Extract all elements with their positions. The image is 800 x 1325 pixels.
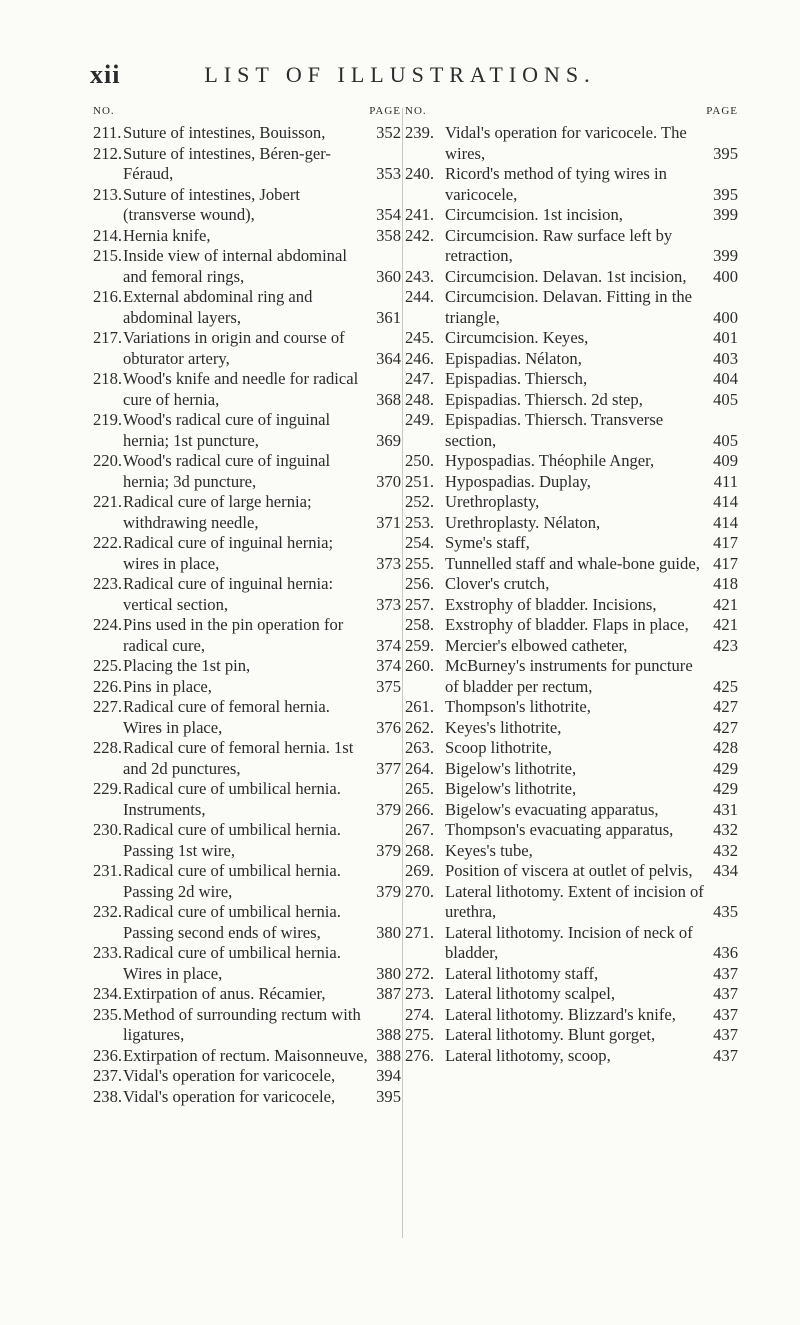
- illustration-entry: [93, 533, 401, 574]
- entry-number: 235.: [93, 1004, 123, 1024]
- illustration-entry: [405, 164, 738, 205]
- entry-title: Keyes's lithotrite,: [445, 717, 562, 737]
- illustration-entry: [405, 451, 738, 472]
- entry-page: 434: [713, 861, 738, 880]
- entry-number: 218.: [93, 369, 123, 388]
- illustration-entry: [405, 390, 738, 411]
- entry-page: 377: [376, 758, 401, 778]
- illustration-entry: [405, 759, 738, 780]
- entry-page: 369: [376, 430, 401, 450]
- entry-title: Vidal's operation for varicocele. The wires,: [445, 123, 687, 163]
- illustration-entry: [93, 902, 401, 943]
- entry-number: 226.: [93, 676, 123, 696]
- entry-page: 401: [713, 328, 738, 347]
- entry-number: 222.: [93, 533, 123, 552]
- entry-page: 411: [713, 471, 738, 491]
- entry-number: 243.: [405, 266, 435, 286]
- entry-title: Wood's radical cure of inguinal hernia; 3d puncture,: [123, 451, 331, 491]
- entry-number: 275.: [405, 1025, 435, 1044]
- illustration-entry: [93, 615, 401, 656]
- right-column-header: [405, 105, 738, 123]
- entry-title: Lateral lithotomy scalpel,: [445, 984, 616, 1003]
- entry-title: Radical cure of inguinal hernia: vertical section,: [123, 574, 334, 614]
- entry-number: 244.: [405, 287, 435, 306]
- entry-title: External abdominal ring and abdominal layers,: [123, 287, 313, 327]
- entry-number: 212.: [93, 143, 123, 163]
- entry-page: 360: [376, 266, 401, 286]
- entry-page: 376: [376, 717, 401, 737]
- entry-title: Exstrophy of bladder. Flaps in place,: [445, 615, 689, 634]
- entry-number: 214.: [93, 225, 123, 245]
- entry-title: Lateral lithotomy. Blizzard's knife,: [445, 1004, 676, 1024]
- entry-page: 425: [713, 676, 738, 696]
- entry-title: Hernia knife,: [123, 225, 211, 245]
- entry-number: 219.: [93, 410, 123, 429]
- entry-page: 368: [376, 389, 401, 409]
- entry-title: Hypospadias. Théophile Anger,: [445, 451, 655, 470]
- illustration-entry: [405, 1046, 738, 1067]
- entry-page: 421: [713, 594, 738, 614]
- entry-page: 374: [376, 656, 401, 675]
- entry-number: 272.: [405, 963, 435, 983]
- entry-page: 400: [713, 266, 738, 286]
- entry-title: Keyes's tube,: [445, 840, 533, 860]
- entry-page: 414: [713, 492, 738, 511]
- entry-number: 268.: [405, 840, 435, 860]
- entry-number: 255.: [405, 553, 435, 573]
- entry-title: Epispadias. Thiersch,: [445, 369, 588, 388]
- entry-title: Radical cure of large hernia; withdrawing needle,: [123, 492, 312, 532]
- entry-title: Lateral lithotomy, scoop,: [445, 1045, 611, 1065]
- entry-title: Circumcision. Keyes,: [445, 328, 589, 347]
- illustration-entry: [93, 246, 401, 287]
- illustration-entry: [93, 697, 401, 738]
- illustration-entry: [405, 656, 738, 697]
- entry-page: 437: [713, 984, 738, 1003]
- entry-page: 427: [713, 717, 738, 737]
- entry-title: Wood's knife and needle for radical cure of hernia,: [123, 369, 359, 409]
- entry-number: 240.: [405, 164, 435, 183]
- entry-number: 256.: [405, 574, 435, 593]
- entry-title: Circumcision. Delavan. 1st incision,: [445, 266, 687, 286]
- entry-title: Epispadias. Thiersch. 2d step,: [445, 389, 643, 409]
- entry-page: 374: [376, 635, 401, 655]
- entry-page: 373: [376, 594, 401, 614]
- entry-number: 263.: [405, 738, 435, 757]
- illustration-entry: [93, 1066, 401, 1087]
- entry-number: 217.: [93, 328, 123, 347]
- entry-title: Thompson's lithotrite,: [445, 697, 591, 716]
- entry-page: 370: [376, 471, 401, 491]
- entry-number: 232.: [93, 902, 123, 921]
- entry-number: 236.: [93, 1045, 123, 1065]
- entry-page: 394: [376, 1066, 401, 1085]
- entry-page: 399: [713, 246, 738, 265]
- illustration-entry: [93, 1005, 401, 1046]
- entry-title: Radical cure of femoral hernia. Wires in place,: [123, 697, 330, 737]
- entry-title: Exstrophy of bladder. Incisions,: [445, 594, 657, 614]
- illustration-entry: [405, 718, 738, 739]
- illustration-entry: [405, 779, 738, 800]
- entry-number: 213.: [93, 184, 123, 204]
- entry-number: 251.: [405, 471, 435, 491]
- running-title: LIST OF ILLUSTRATIONS.: [204, 62, 596, 87]
- entry-number: 224.: [93, 615, 123, 634]
- entry-number: 274.: [405, 1004, 435, 1024]
- entry-number: 228.: [93, 738, 123, 757]
- entry-number: 261.: [405, 697, 435, 716]
- illustration-entry: [405, 800, 738, 821]
- entry-title: Lateral lithotomy. Incision of neck of bladder,: [445, 922, 693, 962]
- entry-page: 353: [376, 164, 401, 183]
- left-column: [93, 105, 401, 1107]
- entry-number: 227.: [93, 697, 123, 716]
- entry-page: 405: [713, 430, 738, 450]
- entry-number: 247.: [405, 369, 435, 388]
- entry-title: Radical cure of umbilical hernia. Passing 1st wire,: [123, 820, 341, 860]
- illustration-entry: [93, 328, 401, 369]
- entry-page: 403: [713, 348, 738, 368]
- illustration-entry: [93, 943, 401, 984]
- illustration-entry: [405, 595, 738, 616]
- illustration-entry: [93, 123, 401, 144]
- entry-number: 211.: [93, 123, 122, 142]
- illustration-entry: [405, 882, 738, 923]
- entry-number: 216.: [93, 287, 123, 306]
- entry-title: Urethroplasty,: [445, 492, 540, 511]
- entry-title: Inside view of internal abdominal and femoral rings,: [123, 246, 347, 286]
- entry-page: 388: [376, 1025, 401, 1044]
- illustration-entry: [93, 492, 401, 533]
- left-column-header: [93, 105, 401, 123]
- entry-page: 375: [376, 676, 401, 696]
- entry-page: 429: [713, 779, 738, 798]
- entry-title: Syme's staff,: [445, 533, 530, 552]
- entry-page: 432: [713, 820, 738, 839]
- illustration-entry: [405, 554, 738, 575]
- illustration-entry: [405, 574, 738, 595]
- illustration-entry: [405, 1005, 738, 1026]
- illustration-entry: [405, 984, 738, 1005]
- entry-page: 400: [713, 307, 738, 327]
- entry-page: 437: [713, 963, 738, 983]
- page-label: PAGE: [706, 105, 738, 117]
- entry-page: 437: [713, 1025, 738, 1044]
- illustration-entry: [93, 574, 401, 615]
- entry-title: Variations in origin and course of obturator artery,: [123, 328, 345, 368]
- entry-title: Vidal's operation for varicocele,: [123, 1086, 336, 1106]
- illustration-entry: [405, 697, 738, 718]
- illustration-entry: [93, 451, 401, 492]
- entry-page: 379: [376, 799, 401, 819]
- entry-title: Suture of intestines, Bouisson,: [123, 123, 326, 142]
- entry-number: 220.: [93, 451, 123, 470]
- entry-title: Epispadias. Nélaton,: [445, 348, 582, 368]
- entry-page: 421: [713, 615, 738, 634]
- entry-title: Radical cure of umbilical hernia. Passing 2d wire,: [123, 861, 341, 901]
- entry-page: 432: [713, 840, 738, 860]
- entry-title: Circumcision. Raw surface left by retraction,: [445, 225, 673, 265]
- entry-number: 229.: [93, 779, 123, 798]
- illustration-entry: [93, 779, 401, 820]
- illustration-entry: [405, 472, 738, 493]
- entry-title: McBurney's instruments for puncture of bladder per rectum,: [445, 656, 693, 696]
- entry-title: Circumcision. 1st incision,: [445, 205, 623, 224]
- entry-title: Circumcision. Delavan. Fitting in the triangle,: [445, 287, 693, 327]
- entry-title: Radical cure of umbilical hernia. Instruments,: [123, 779, 341, 819]
- entry-title: Pins in place,: [123, 676, 212, 696]
- entry-number: 258.: [405, 615, 435, 634]
- entry-page: 361: [376, 307, 401, 327]
- illustration-entry: [405, 738, 738, 759]
- illustration-entry: [405, 205, 738, 226]
- entry-page: 380: [376, 963, 401, 983]
- entry-number: 215.: [93, 246, 123, 265]
- entry-title: Radical cure of inguinal hernia; wires in place,: [123, 533, 334, 573]
- entry-page: 395: [376, 1086, 401, 1106]
- illustration-entry: [93, 226, 401, 247]
- column-divider: [402, 108, 403, 1238]
- entry-number: 253.: [405, 512, 435, 532]
- entry-number: 267.: [405, 820, 435, 839]
- entry-page: 435: [713, 902, 738, 921]
- illustration-entry: [405, 369, 738, 390]
- entry-title: Bigelow's evacuating apparatus,: [445, 799, 659, 819]
- illustration-entry: [405, 636, 738, 657]
- illustration-entry: [405, 861, 738, 882]
- entry-title: Lateral lithotomy. Blunt gorget,: [445, 1025, 656, 1044]
- entry-title: Vidal's operation for varicocele,: [123, 1066, 336, 1085]
- entry-title: Bigelow's lithotrite,: [445, 758, 577, 778]
- entry-number: 248.: [405, 389, 435, 409]
- entry-number: 269.: [405, 861, 435, 880]
- entry-number: 238.: [93, 1086, 123, 1106]
- entry-title: Ricord's method of tying wires in varicocele,: [445, 164, 667, 204]
- entry-number: 270.: [405, 881, 435, 901]
- illustration-entry: [93, 677, 401, 698]
- entry-title: Epispadias. Thiersch. Transverse section,: [445, 410, 664, 450]
- entry-page: 352: [376, 123, 401, 142]
- entry-page: 358: [376, 225, 401, 245]
- illustration-entry: [405, 328, 738, 349]
- entry-title: Radical cure of umbilical hernia. Wires in place,: [123, 943, 341, 983]
- entry-title: Extirpation of rectum. Maisonneuve,: [123, 1045, 368, 1065]
- entry-number: 231.: [93, 861, 123, 880]
- illustration-entry: [93, 144, 401, 185]
- entry-title: Lateral lithotomy. Extent of incision of urethra,: [445, 881, 704, 921]
- entry-page: 354: [376, 205, 401, 224]
- entry-number: 234.: [93, 984, 123, 1003]
- entry-page: 409: [713, 451, 738, 470]
- entry-number: 257.: [405, 594, 435, 614]
- entry-title: Method of surrounding rectum with ligatures,: [123, 1004, 361, 1044]
- no-label: NO.: [93, 105, 115, 117]
- illustration-entry: [93, 656, 401, 677]
- no-label: NO.: [405, 105, 427, 117]
- illustration-entry: [93, 287, 401, 328]
- entry-page: 395: [713, 143, 738, 163]
- right-column: [405, 105, 738, 1066]
- entry-number: 250.: [405, 451, 435, 470]
- illustration-entry: [405, 615, 738, 636]
- entry-page: 399: [713, 205, 738, 224]
- entry-title: Thompson's evacuating apparatus,: [445, 820, 674, 839]
- entry-page: 427: [713, 697, 738, 716]
- illustration-entry: [93, 1046, 401, 1067]
- entry-number: 266.: [405, 799, 435, 819]
- entry-title: Hypospadias. Duplay,: [445, 471, 591, 491]
- entry-page: 423: [713, 635, 738, 655]
- illustration-entry: [405, 533, 738, 554]
- entry-page: 387: [376, 984, 401, 1003]
- entry-number: 221.: [93, 492, 123, 511]
- entry-title: Wood's radical cure of inguinal hernia; 1st puncture,: [123, 410, 331, 450]
- entry-title: Mercier's elbowed catheter,: [445, 635, 628, 655]
- entry-number: 246.: [405, 348, 435, 368]
- entry-title: Pins used in the pin operation for radical cure,: [123, 615, 344, 655]
- entry-page: 405: [713, 389, 738, 409]
- entry-number: 265.: [405, 779, 435, 798]
- illustration-entry: [93, 820, 401, 861]
- entry-number: 230.: [93, 820, 123, 839]
- entry-title: Lateral lithotomy staff,: [445, 963, 599, 983]
- illustration-entry: [405, 492, 738, 513]
- entry-title: Radical cure of femoral hernia. 1st and 2d punctures,: [123, 738, 354, 778]
- entry-page: 431: [713, 799, 738, 819]
- entry-page: 418: [713, 574, 738, 593]
- entry-number: 264.: [405, 758, 435, 778]
- entry-page: 437: [713, 1045, 738, 1065]
- entry-number: 249.: [405, 410, 435, 429]
- illustration-entry: [405, 410, 738, 451]
- entry-number: 273.: [405, 984, 435, 1003]
- illustration-entry: [93, 984, 401, 1005]
- entry-title: Tunnelled staff and whale-bone guide,: [445, 553, 700, 573]
- entry-number: 252.: [405, 492, 435, 511]
- entry-number: 223.: [93, 574, 123, 593]
- entry-title: Bigelow's lithotrite,: [445, 779, 577, 798]
- entry-page: 373: [376, 553, 401, 573]
- entry-number: 245.: [405, 328, 435, 347]
- page-label: PAGE: [369, 105, 401, 117]
- entry-title: Suture of intestines, Jobert (transverse wound),: [123, 184, 300, 224]
- illustration-entry: [405, 349, 738, 370]
- illustration-entry: [405, 841, 738, 862]
- entry-title: Urethroplasty. Nélaton,: [445, 512, 601, 532]
- illustration-entry: [93, 1087, 401, 1108]
- illustration-entry: [405, 123, 738, 164]
- entry-page: 417: [713, 553, 738, 573]
- entry-number: 276.: [405, 1045, 435, 1065]
- entry-page: 364: [376, 348, 401, 368]
- entry-number: 237.: [93, 1066, 123, 1085]
- entry-number: 271.: [405, 922, 435, 942]
- left-entries: [93, 123, 401, 1107]
- entry-page: 404: [713, 369, 738, 388]
- illustration-entry: [93, 369, 401, 410]
- illustration-entry: [93, 185, 401, 226]
- illustration-entry: [93, 861, 401, 902]
- entry-number: 241.: [405, 205, 435, 224]
- entry-title: Placing the 1st pin,: [123, 656, 251, 675]
- entry-page: 371: [376, 512, 401, 532]
- entry-number: 262.: [405, 717, 435, 737]
- entry-title: Extirpation of anus. Récamier,: [123, 984, 326, 1003]
- entry-page: 428: [713, 738, 738, 757]
- entry-page: 379: [376, 881, 401, 901]
- entry-page: 388: [376, 1045, 401, 1065]
- entry-page: 379: [376, 840, 401, 860]
- entry-title: Position of viscera at outlet of pelvis,: [445, 861, 693, 880]
- illustration-entry: [405, 923, 738, 964]
- entry-page: 380: [376, 922, 401, 942]
- illustration-entry: [405, 820, 738, 841]
- entry-title: Suture of intestines, Béren-ger-Féraud,: [123, 143, 331, 183]
- entry-title: Scoop lithotrite,: [445, 738, 552, 757]
- illustration-entry: [405, 513, 738, 534]
- illustration-entry: [93, 410, 401, 451]
- entry-page: 437: [713, 1004, 738, 1024]
- entry-number: 239.: [405, 123, 435, 142]
- right-entries: [405, 123, 738, 1066]
- page-folio: xii: [90, 60, 121, 89]
- entry-number: 260.: [405, 656, 435, 675]
- entry-title: Radical cure of umbilical hernia. Passing second ends of wires,: [123, 902, 341, 942]
- entry-number: 233.: [93, 943, 123, 962]
- illustration-entry: [405, 964, 738, 985]
- entry-page: 429: [713, 758, 738, 778]
- entry-page: 436: [713, 943, 738, 962]
- illustration-entry: [405, 287, 738, 328]
- entry-title: Clover's crutch,: [445, 574, 550, 593]
- entry-number: 225.: [93, 656, 123, 675]
- entry-number: 259.: [405, 635, 435, 655]
- entry-page: 417: [713, 533, 738, 552]
- entry-page: 395: [713, 184, 738, 204]
- illustration-entry: [405, 226, 738, 267]
- entry-number: 242.: [405, 225, 435, 245]
- illustration-entry: [93, 738, 401, 779]
- entry-page: 414: [713, 512, 738, 532]
- illustration-entry: [405, 1025, 738, 1046]
- entry-number: 254.: [405, 533, 435, 552]
- illustration-entry: [405, 267, 738, 288]
